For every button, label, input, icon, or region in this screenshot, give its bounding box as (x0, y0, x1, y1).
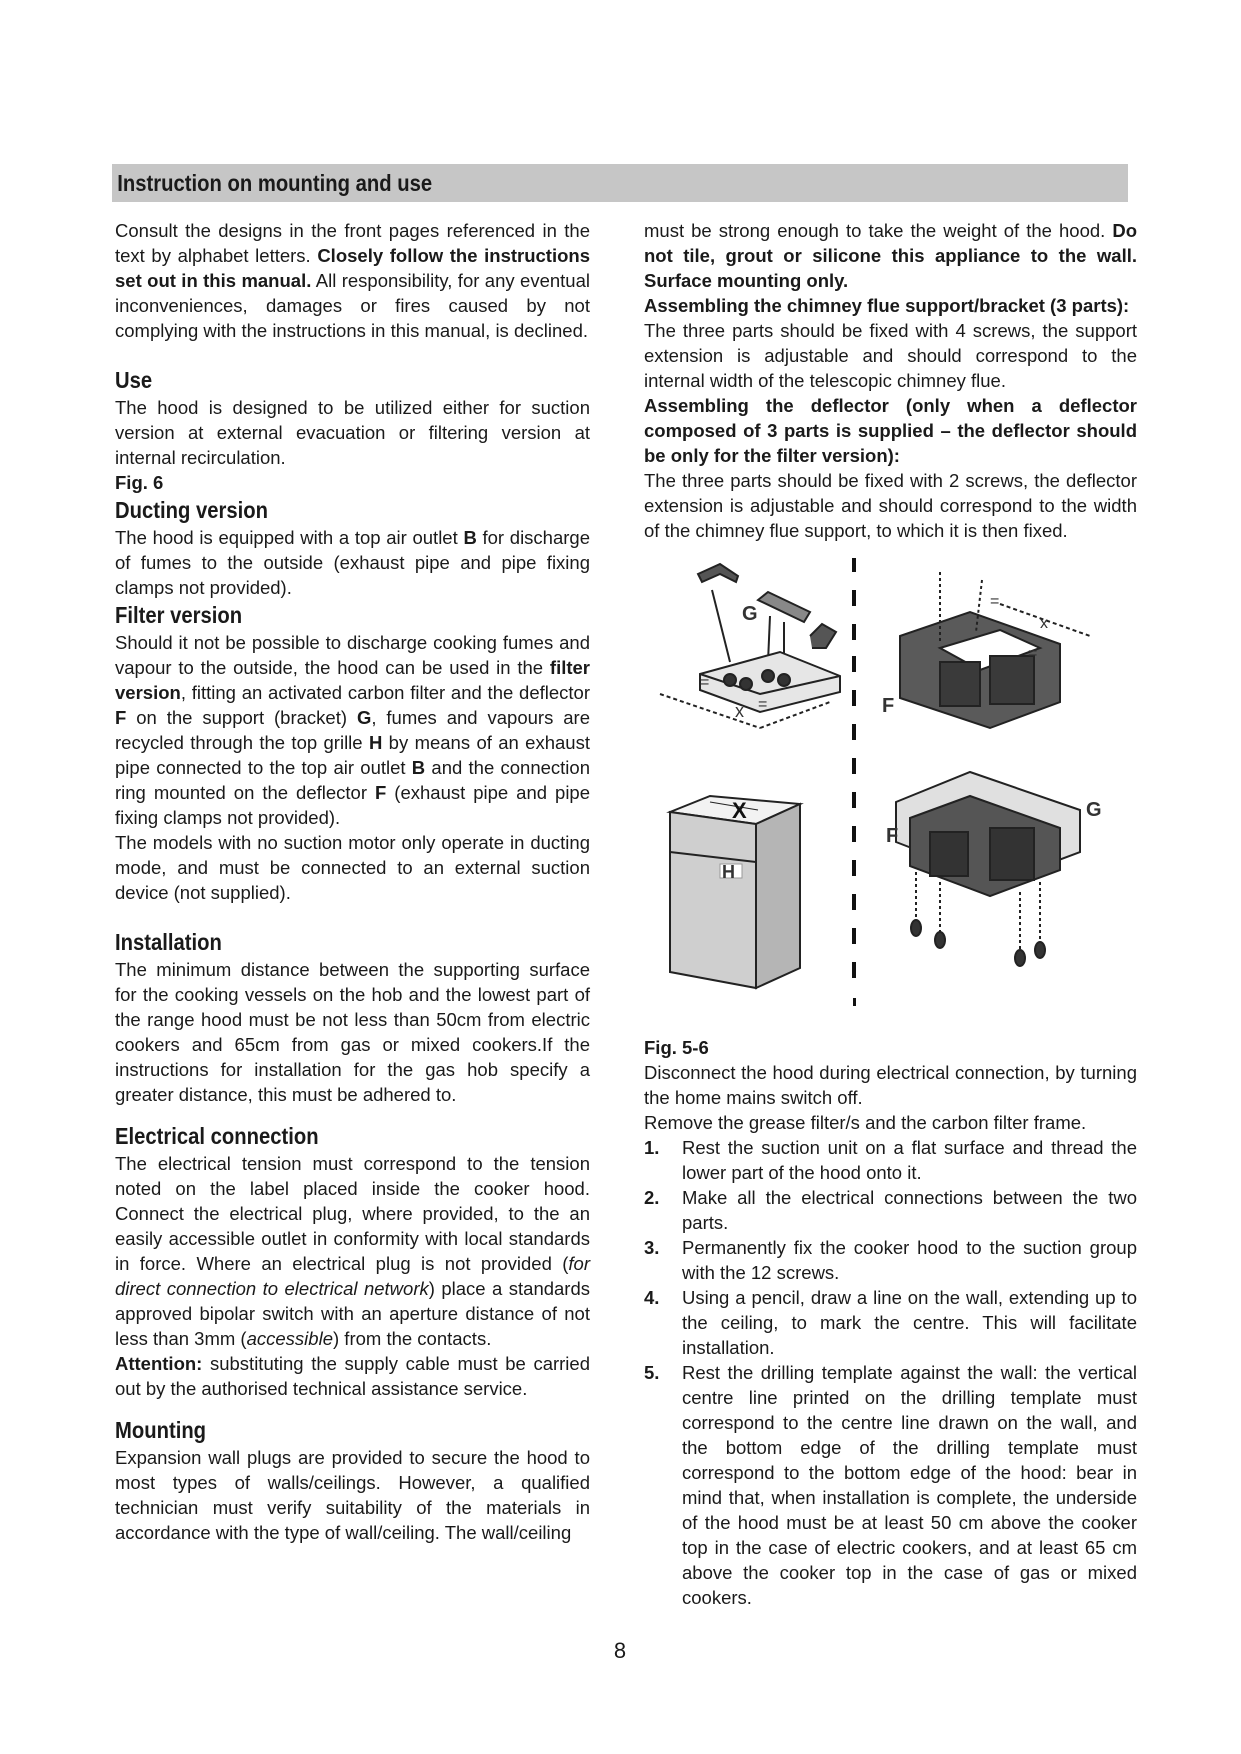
mounting-heading: Mounting (115, 1417, 207, 1443)
section-header-bar (112, 164, 1128, 202)
label-x-small: x (735, 701, 744, 721)
label-x-deflector: x (1040, 615, 1048, 632)
list-item: 1. Rest the suction unit on a flat surface and thread the lower part of the hood onto it. (644, 1137, 1137, 1183)
label-g-bottom: G (1086, 799, 1102, 821)
mounting-continued-paragraph: must be strong enough to take the weight of the hood. Do not tile, grout or silicone this appliance to the wall. Surface mounting only. (644, 220, 1137, 291)
center-divider (852, 558, 856, 1006)
deflector-paragraph: The three parts should be fixed with 2 screws, the deflector extension is adjustable and should correspond to the width of the chimney flue support, to which it is then fixed. (644, 470, 1137, 541)
chimney-heading: Assembling the chimney flue support/bracket (3 parts): (644, 295, 1130, 316)
label-equal-4: = (1028, 645, 1038, 662)
installation-heading: Installation (115, 929, 222, 955)
label-f-top: F (882, 695, 895, 717)
label-x-chimney: X (732, 798, 747, 823)
mounting-paragraph: Expansion wall plugs are provided to secure the hood to most types of walls/ceilings. However, a qualified technician must verify suitability of the materials in accordance with the type of wall/ceiling. The wall/ceiling (115, 1447, 590, 1543)
list-item: 4. Using a pencil, draw a line on the wall, extending up to the ceiling, to mark the centre. This will facilitate installation. (644, 1287, 1137, 1358)
ducting-paragraph: The hood is equipped with a top air outlet B for discharge of fumes to the outside (exhaust pipe and pipe fixing clamps not provided). (115, 527, 590, 598)
list-item: 5. Rest the drilling template against the wall: the vertical centre line printed on the drilling template must correspond to the centre line drawn on the wall, and the bottom edge of the drilling template must correspond to the bottom edge of the hood: bear in mind that, when installation is complete, the underside of the hood must be at least 50 cm above the cooker top in the case of electric cookers, and at least 65 cm above the cooker top in the case of gas or mixed cookers. (644, 1362, 1137, 1608)
intro-paragraph: Consult the designs in the front pages referenced in the text by alphabet letters. Closely follow the instructions set out in this manual. All responsibility, for any eventual inconveniences, damages or fires caused by not complying with the instructions in this manual, is declined. (115, 220, 591, 341)
label-equal-2: = (758, 696, 768, 713)
installation-steps (644, 1135, 1137, 1610)
assembly-figure (640, 552, 1140, 1032)
page-number: 8 (613, 1638, 627, 1663)
use-paragraph: The hood is designed to be utilized either for suction version at external evacuation or filtering version at internal recirculation. (115, 397, 590, 468)
right-column-top (644, 218, 1137, 543)
suction-motor-paragraph: The models with no suction motor only operate in ducting mode, and must be connected to an external suction device (not supplied). (115, 832, 590, 903)
chimney-bracket-drawing (660, 564, 840, 728)
electrical-heading: Electrical connection (115, 1123, 319, 1149)
label-h: H (722, 862, 735, 882)
filter-paragraph: Should it not be possible to discharge cooking fumes and vapour to the outside, the hood can be used in the filter version, fitting an activated carbon filter and the deflector F on the support (bracket) G, fumes and vapours are recycled through the top grille H by means of an exhaust pipe connected to the top air outlet B and the connection ring mounted on the deflector F (exhaust pipe and pipe fixing clamps not provided). (115, 632, 591, 828)
list-item: 2. Make all the electrical connections between the two parts. (644, 1187, 1137, 1233)
label-equal-1: = (700, 674, 710, 691)
assembled-bracket-drawing (896, 772, 1080, 966)
filter-heading: Filter version (115, 602, 243, 628)
electrical-paragraph: The electrical tension must correspond to the tension noted on the label placed inside the cooker hood. Connect the electrical plug, where provided, to the an easily accessible outlet in conformity with local standards in force. Where an electrical plug is not provided (for direct connection to electrical network) place a standards approved bipolar switch with an aperture distance of not less than 3mm (accessible) from the contacts. (115, 1153, 591, 1349)
fig-5-6-label: Fig. 5-6 (644, 1037, 709, 1058)
left-column (115, 218, 590, 1545)
chimney-flue-drawing (670, 796, 800, 988)
label-g-top: G (742, 603, 758, 625)
label-f-bottom: F (886, 825, 899, 847)
right-column-bottom (644, 1035, 1137, 1610)
installation-paragraph: The minimum distance between the supporting surface for the cooking vessels on the hob and the lowest part of the range hood must be not less than 50cm from electric cookers and 65cm from gas or mixed cookers.If the instructions for installation for the gas hob specify a greater distance, this must be adhered to. (115, 959, 590, 1105)
use-heading: Use (115, 367, 153, 393)
list-item: 3. Permanently fix the cooker hood to the suction group with the 12 screws. (644, 1237, 1137, 1283)
disconnect-paragraph: Disconnect the hood during electrical connection, by turning the home mains switch off. (644, 1062, 1137, 1108)
fig-6-label: Fig. 6 (115, 472, 164, 493)
page-title: Instruction on mounting and use (117, 170, 433, 196)
chimney-paragraph: The three parts should be fixed with 4 screws, the support extension is adjustable and should correspond to the internal width of the telescopic chimney flue. (644, 320, 1137, 391)
deflector-heading: Assembling the deflector (only when a deflector composed of 3 parts is supplied – the deflector should be only for the filter version): (644, 395, 1137, 466)
ducting-heading: Ducting version (115, 497, 268, 523)
remove-filter-paragraph: Remove the grease filter/s and the carbon filter frame. (644, 1112, 1087, 1133)
label-equal-3: = (990, 593, 1000, 610)
attention-paragraph: Attention: substituting the supply cable must be carried out by the authorised technical assistance service. (115, 1353, 590, 1399)
